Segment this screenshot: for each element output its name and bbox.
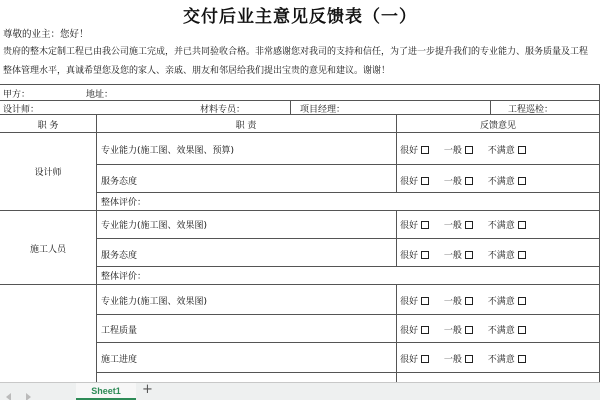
checkbox-icon[interactable]	[518, 221, 526, 229]
grid-line	[0, 132, 600, 133]
duty-item: 施工进度	[101, 355, 138, 365]
grid-line	[290, 100, 291, 114]
grid-line	[490, 100, 491, 114]
checkbox-icon[interactable]	[465, 297, 473, 305]
duty-item: 专业能力(施工图、效果图)	[101, 297, 208, 307]
checkbox-icon[interactable]	[465, 221, 473, 229]
role-construction-staff: 施工人员	[29, 245, 66, 255]
option-good[interactable]: 很好	[400, 323, 429, 336]
checkbox-icon[interactable]	[421, 355, 429, 363]
checkbox-icon[interactable]	[465, 355, 473, 363]
option-average[interactable]: 一般	[444, 294, 473, 307]
duty-item: 服务态度	[101, 177, 138, 187]
checkbox-icon[interactable]	[518, 355, 526, 363]
add-sheet-icon[interactable]: +	[142, 382, 153, 397]
checkbox-icon[interactable]	[518, 146, 526, 154]
feedback-options	[400, 294, 538, 307]
grid-line	[96, 266, 600, 267]
grid-line	[96, 114, 97, 382]
feedback-options	[400, 352, 538, 365]
grid-line	[0, 210, 600, 211]
grid-line	[96, 342, 600, 343]
duty-item: 专业能力(施工图、效果图、预算)	[101, 146, 235, 156]
duty-item: 专业能力(施工图、效果图)	[101, 221, 208, 231]
option-unsatisfied[interactable]: 不满意	[488, 143, 526, 156]
grid-line	[0, 84, 600, 85]
checkbox-icon[interactable]	[421, 177, 429, 185]
option-unsatisfied[interactable]: 不满意	[488, 248, 526, 261]
role-header: 职 务	[37, 121, 59, 131]
grid-line	[396, 164, 397, 192]
checkbox-icon[interactable]	[518, 297, 526, 305]
material-label: 材料专员：	[200, 105, 246, 115]
overall-evaluation-label: 整体评价：	[101, 198, 147, 208]
checkbox-icon[interactable]	[421, 146, 429, 154]
option-unsatisfied[interactable]: 不满意	[488, 218, 526, 231]
inspector-label: 工程巡检：	[508, 105, 554, 115]
grid-line	[0, 284, 600, 285]
sheet-tab[interactable]: Sheet1	[76, 383, 136, 400]
checkbox-icon[interactable]	[518, 251, 526, 259]
grid-line	[96, 238, 600, 239]
option-average[interactable]: 一般	[444, 352, 473, 365]
feedback-options	[400, 323, 538, 336]
option-good[interactable]: 很好	[400, 174, 429, 187]
form-title: 交付后业主意见反馈表（一）	[183, 7, 417, 27]
feedback-options	[400, 174, 538, 187]
checkbox-icon[interactable]	[465, 177, 473, 185]
next-sheet-icon[interactable]	[26, 393, 31, 400]
checkbox-icon[interactable]	[421, 251, 429, 259]
checkbox-icon[interactable]	[465, 251, 473, 259]
grid-line	[96, 372, 600, 373]
duty-header: 职 责	[235, 121, 257, 131]
duty-item: 服务态度	[101, 251, 138, 261]
overall-evaluation-label: 整体评价：	[101, 272, 147, 282]
grid-line	[96, 164, 600, 165]
option-good[interactable]: 很好	[400, 218, 429, 231]
sheet-nav-arrows[interactable]	[6, 386, 66, 398]
feedback-options	[400, 248, 538, 261]
option-average[interactable]: 一般	[444, 218, 473, 231]
project-manager-label: 项目经理：	[300, 105, 346, 115]
option-average[interactable]: 一般	[444, 323, 473, 336]
option-good[interactable]: 很好	[400, 248, 429, 261]
checkbox-icon[interactable]	[518, 326, 526, 334]
duty-item: 工程质量	[101, 326, 138, 336]
option-unsatisfied[interactable]: 不满意	[488, 294, 526, 307]
option-average[interactable]: 一般	[444, 174, 473, 187]
role-designer: 设计师	[34, 168, 62, 178]
sheet-tab-bar	[0, 382, 600, 400]
grid-line	[96, 314, 600, 315]
checkbox-icon[interactable]	[465, 146, 473, 154]
checkbox-icon[interactable]	[421, 221, 429, 229]
grid-line	[0, 100, 600, 101]
intro-paragraph: 贵府的整木定制工程已由我公司施工完成，并已共同验收合格。非常感谢您对我司的支持和信任，为了进一步提升我们的专业能力、服务质量及工程整体管理水平，真诚希望您及您的家人、亲戚、朋友和邻居给我们提出宝贵的意见和建议。谢谢！	[3, 47, 589, 76]
grid-line	[396, 210, 397, 266]
greeting-text: 尊敬的业主：您好！	[3, 29, 89, 40]
checkbox-icon[interactable]	[465, 326, 473, 334]
designer-label: 设计师：	[3, 105, 40, 115]
address-label: 地址：	[86, 90, 114, 100]
checkbox-icon[interactable]	[518, 177, 526, 185]
option-unsatisfied[interactable]: 不满意	[488, 352, 526, 365]
feedback-options	[400, 143, 538, 156]
option-good[interactable]: 很好	[400, 294, 429, 307]
grid-line	[96, 192, 600, 193]
option-unsatisfied[interactable]: 不满意	[488, 323, 526, 336]
option-good[interactable]: 很好	[400, 143, 429, 156]
checkbox-icon[interactable]	[421, 326, 429, 334]
feedback-header: 反馈意见	[479, 121, 516, 131]
option-good[interactable]: 很好	[400, 352, 429, 365]
grid-line	[396, 284, 397, 382]
party-a-label: 甲方：	[3, 90, 31, 100]
prev-sheet-icon[interactable]	[6, 393, 11, 400]
option-unsatisfied[interactable]: 不满意	[488, 174, 526, 187]
feedback-options	[400, 218, 538, 231]
checkbox-icon[interactable]	[421, 297, 429, 305]
option-average[interactable]: 一般	[444, 248, 473, 261]
option-average[interactable]: 一般	[444, 143, 473, 156]
